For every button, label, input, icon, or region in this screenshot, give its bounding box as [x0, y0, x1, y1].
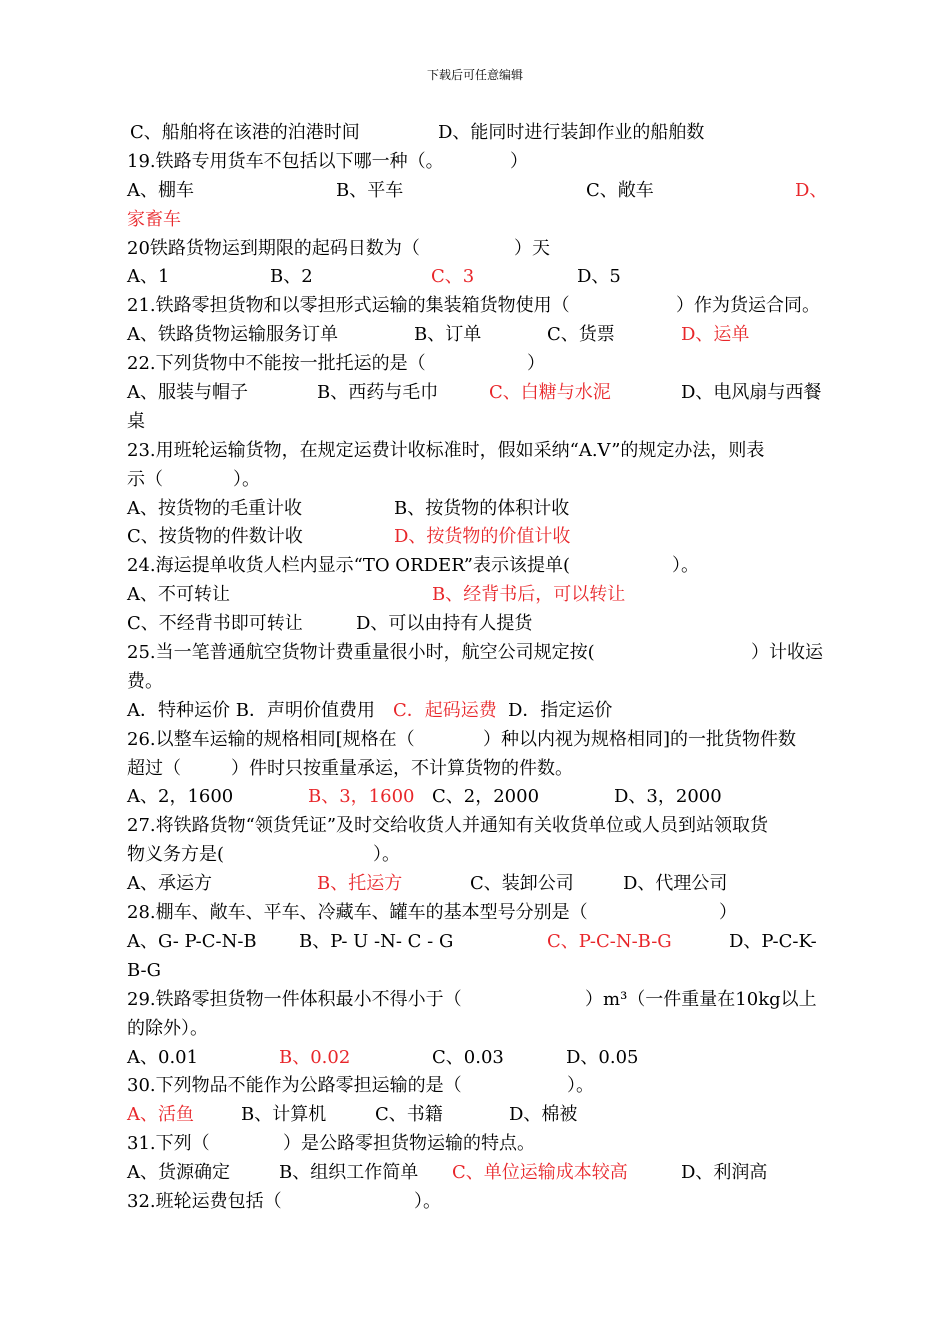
- text-line: [127, 726, 827, 755]
- question-text: B、平车: [336, 179, 404, 201]
- question-text: ）是公路零担货物运输的特点。: [283, 1133, 535, 1155]
- question-text: 示（: [127, 468, 163, 490]
- question-text: ）: [510, 150, 528, 172]
- text-line: [127, 523, 827, 552]
- question-text: B、2: [270, 266, 313, 288]
- question-text: A、棚车: [127, 179, 194, 201]
- text-line: [127, 379, 827, 408]
- text-line: [127, 928, 827, 957]
- question-text: ）。: [672, 555, 699, 577]
- question-text: B、组织工作简单: [279, 1162, 419, 1184]
- question-text: 23.用班轮运输货物，在规定运费计收标准时，假如采纳“A.V”的规定办法，则表: [127, 439, 765, 461]
- text-line: [127, 495, 827, 524]
- question-text: A、承运方: [127, 873, 212, 895]
- text-line: [127, 783, 827, 812]
- text-line: [127, 321, 827, 350]
- question-text: D、电风扇与西餐: [681, 382, 822, 404]
- question-text: A．特种运价 B．声明价值费用: [127, 699, 375, 721]
- question-text: 22.下列货物中不能按一批托运的是（: [127, 353, 426, 375]
- question-text: C、2，2000: [432, 786, 540, 808]
- question-text: C、不经背书即可转让: [127, 613, 303, 635]
- question-text: C、船舶将在该港的泊港时间: [130, 122, 360, 143]
- question-text: D、代理公司: [623, 873, 728, 895]
- text-line: [127, 466, 827, 495]
- question-text: 20铁路货物运到期限的起码日数为（: [127, 237, 420, 259]
- text-line: [127, 552, 827, 581]
- document-body: [127, 119, 827, 1217]
- question-text: D、P-C-K-: [729, 930, 817, 952]
- question-text: ）: [719, 902, 737, 924]
- question-text: 物义务方是(: [127, 844, 225, 866]
- question-text: A、服装与帽子: [127, 382, 248, 404]
- text-line: [127, 1101, 827, 1130]
- question-text: 31.下列（: [127, 1133, 210, 1155]
- text-line: [127, 581, 827, 610]
- question-text: ）。: [567, 1075, 594, 1097]
- answer-text: A、活鱼: [127, 1104, 194, 1126]
- text-line: [127, 697, 827, 726]
- answer-text: C．起码运费: [393, 699, 497, 721]
- text-line: [127, 899, 827, 928]
- answer-text: D、: [795, 179, 828, 201]
- question-text: B、P- U -N- C - G: [299, 930, 454, 952]
- text-line: [127, 177, 827, 206]
- question-text: 25.当一笔普通航空货物计费重量很小时，航空公司规定按(: [127, 642, 595, 664]
- question-text: D、棉被: [509, 1104, 578, 1126]
- question-text: 24.海运提单收货人栏内显示“TO ORDER”表示该提单(: [127, 555, 570, 577]
- text-line: [127, 1072, 827, 1101]
- text-line: [127, 263, 827, 292]
- question-text: 19.铁路专用货车不包括以下哪一种（。: [127, 150, 444, 172]
- question-text: B、按货物的体积计收: [394, 497, 570, 519]
- question-text: C、敞车: [586, 179, 654, 201]
- question-text: A、2，1600: [127, 786, 234, 808]
- question-text: B、计算机: [241, 1104, 327, 1126]
- text-line: [127, 755, 827, 784]
- question-text: C、0.03: [432, 1046, 504, 1068]
- question-text: A、货源确定: [127, 1162, 230, 1184]
- question-text: 21.铁路零担货物和以零担形式运输的集装箱货物使用（: [127, 295, 570, 317]
- question-text: A、1: [127, 266, 170, 288]
- text-line: [127, 1159, 827, 1188]
- answer-text: C、白糖与水泥: [489, 382, 611, 404]
- question-text: 的除外）。: [127, 1017, 208, 1039]
- text-line: [127, 639, 827, 668]
- text-line: [127, 870, 827, 899]
- answer-text: B、经背书后，可以转让: [432, 584, 626, 606]
- answer-text: B、3，1600: [308, 786, 415, 808]
- text-line: [127, 668, 827, 697]
- question-text: ）。: [233, 468, 260, 490]
- answer-text: C、3: [431, 266, 475, 288]
- question-text: D、5: [577, 266, 621, 288]
- question-text: B、订单: [414, 324, 482, 346]
- text-line: [127, 841, 827, 870]
- question-text: 30.下列物品不能作为公路零担运输的是（: [127, 1075, 462, 1097]
- question-text: ）: [527, 353, 545, 375]
- answer-text: 家畜车: [127, 208, 181, 230]
- question-text: C、书籍: [375, 1104, 443, 1126]
- question-text: 超过（: [127, 757, 181, 779]
- question-text: D．指定运价: [508, 699, 613, 721]
- text-line: [127, 610, 827, 639]
- question-text: 28.棚车、敞车、平车、冷藏车、罐车的基本型号分别是（: [127, 902, 588, 924]
- question-text: C、按货物的件数计收: [127, 526, 303, 548]
- question-text: D、0.05: [566, 1046, 639, 1068]
- question-text: ）种以内视为规格相同]的一批货物件数: [483, 728, 797, 750]
- text-line: [127, 206, 827, 235]
- question-text: A、铁路货物运输服务订单: [127, 324, 338, 346]
- question-text: D、可以由持有人提货: [356, 613, 533, 635]
- question-text: 桌: [127, 410, 145, 432]
- answer-text: C、单位运输成本较高: [452, 1162, 628, 1184]
- text-line: [127, 957, 827, 986]
- question-text: C、货票: [547, 324, 615, 346]
- question-text: 27.将铁路货物“领货凭证”及时交给收货人并通知有关收货单位或人员到站领取货: [127, 815, 769, 837]
- text-line: [127, 812, 827, 841]
- question-text: ）。: [373, 844, 400, 866]
- text-line: [127, 350, 827, 379]
- question-text: ）。: [414, 1190, 441, 1212]
- text-line: [127, 408, 827, 437]
- question-text: ）计收运: [751, 642, 823, 664]
- page-header: 下载后可任意编辑: [426, 68, 523, 82]
- text-line: [127, 1130, 827, 1159]
- text-line: [127, 235, 827, 264]
- question-text: 费。: [127, 670, 163, 692]
- question-text: B-G: [127, 959, 162, 981]
- question-text: ）天: [514, 237, 550, 259]
- question-text: D、利润高: [681, 1162, 768, 1184]
- answer-text: B、托运方: [317, 873, 403, 895]
- question-text: D、能同时进行装卸作业的船舶数: [438, 122, 705, 143]
- text-line: [127, 148, 827, 177]
- question-text: C、装卸公司: [470, 873, 574, 895]
- question-text: 32.班轮运费包括（: [127, 1190, 282, 1212]
- question-text: ）作为货运合同。: [676, 295, 820, 317]
- question-text: 26.以整车运输的规格相同[规格在（: [127, 728, 415, 750]
- question-text: ）m³（一件重量在10kg以上: [585, 988, 817, 1010]
- question-text: A、按货物的毛重计收: [127, 497, 302, 519]
- question-text: ）件时只按重量承运，不计算货物的件数。: [231, 757, 573, 779]
- text-line: [127, 986, 827, 1015]
- answer-text: D、运单: [681, 324, 750, 346]
- question-text: D、3，2000: [614, 786, 722, 808]
- text-line: [127, 437, 827, 466]
- text-line: [127, 1044, 827, 1073]
- question-text: A、G- P-C-N-B: [127, 930, 257, 952]
- text-line: [127, 1188, 827, 1217]
- question-text: B、西药与毛巾: [317, 382, 439, 404]
- question-text: A、不可转让: [127, 584, 230, 606]
- answer-text: D、按货物的价值计收: [394, 526, 571, 548]
- text-line: [127, 1015, 827, 1044]
- text-line: [127, 292, 827, 321]
- question-text: A、0.01: [127, 1046, 199, 1068]
- text-line: [127, 119, 827, 148]
- answer-text: B、0.02: [279, 1046, 351, 1068]
- question-text: 29.铁路零担货物一件体积最小不得小于（: [127, 988, 462, 1010]
- answer-text: C、P-C-N-B-G: [547, 930, 672, 952]
